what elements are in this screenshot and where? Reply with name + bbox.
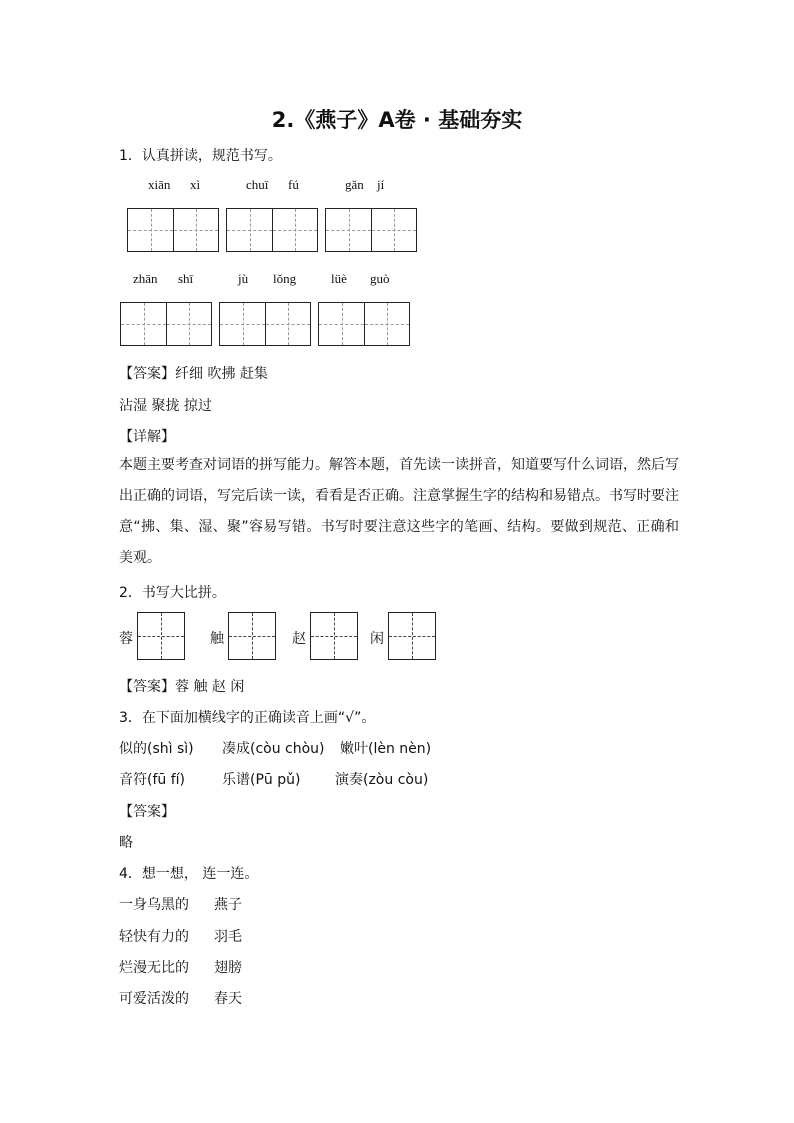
pinyin: jù	[238, 271, 249, 286]
q3-item: 音符(fū fí)	[119, 772, 185, 788]
pinyin: chuī	[246, 177, 269, 192]
pinyin: gǎn	[345, 177, 364, 192]
q3-item: 凑成(còu chòu)	[222, 741, 325, 757]
tian-char: 触	[210, 631, 224, 647]
writing-grid[interactable]	[325, 208, 417, 252]
q4-left-item[interactable]: 烂漫无比的	[119, 960, 189, 976]
page-title: 2.《燕子》A卷 · 基础夯实	[271, 108, 523, 132]
q3-item: 演奏(zòu còu)	[335, 772, 429, 788]
tian-char: 赵	[292, 631, 306, 647]
q3-item: 乐谱(Pū pǔ)	[222, 772, 301, 788]
q2-answer: 【答案】蓉 触 赵 闲	[119, 679, 245, 695]
pinyin: lüè	[331, 271, 347, 286]
pinyin: jí	[377, 177, 385, 192]
q3-answer-label: 【答案】	[119, 804, 175, 820]
pinyin: xì	[190, 177, 201, 192]
pinyin: guò	[370, 271, 390, 286]
writing-grid[interactable]	[127, 208, 219, 252]
q4-right-item[interactable]: 翅膀	[214, 960, 242, 976]
writing-grid[interactable]	[120, 302, 212, 346]
tian-grid[interactable]	[228, 612, 276, 660]
q4-left-item[interactable]: 一身乌黑的	[119, 897, 189, 913]
q4-prompt: 4．想一想， 连一连。	[119, 866, 259, 882]
q1-answer-cont: 沾湿 聚拢 掠过	[119, 398, 212, 414]
q4-left-item[interactable]: 可爱活泼的	[119, 991, 189, 1007]
q4-left-item[interactable]: 轻快有力的	[119, 929, 189, 945]
tian-grid[interactable]	[388, 612, 436, 660]
pinyin: zhān	[133, 271, 158, 286]
writing-grid[interactable]	[226, 208, 318, 252]
q1-answer: 【答案】纤细 吹拂 赶集	[119, 366, 268, 382]
tian-grid[interactable]	[310, 612, 358, 660]
writing-grid[interactable]	[219, 302, 311, 346]
tian-char: 闲	[370, 631, 384, 647]
q1-prompt: 1．认真拼读，规范书写。	[119, 148, 282, 164]
pinyin: lǒng	[273, 271, 297, 286]
q3-item: 似的(shì sì)	[119, 741, 194, 757]
q3-answer: 略	[119, 835, 133, 851]
q1-detail-text: 本题主要考查对词语的拼写能力。解答本题，首先读一读拼音，知道要写什么词语，然后写出正确的词语，写完后读一读，看看是否正确。注意掌握生字的结构和易错点。书写时要注意“拂、集、湿、聚”容易写错。书写时要注意这些字的笔画、结构。要做到规范、正确和美观。	[119, 457, 679, 566]
q4-right-item[interactable]: 羽毛	[214, 929, 242, 945]
pinyin: shī	[178, 271, 194, 286]
q2-prompt: 2．书写大比拼。	[119, 585, 226, 601]
writing-grid[interactable]	[318, 302, 410, 346]
q3-prompt: 3．在下面加横线字的正确读音上画“√”。	[119, 710, 376, 726]
pinyin: fú	[288, 177, 299, 192]
pinyin: xiān	[148, 177, 171, 192]
q1-detail-label: 【详解】	[119, 429, 175, 445]
tian-grid[interactable]	[137, 612, 185, 660]
q3-item: 嫩叶(lèn nèn)	[340, 741, 432, 757]
q4-right-item[interactable]: 春天	[214, 991, 242, 1007]
tian-char: 蓉	[119, 631, 133, 647]
q4-right-item[interactable]: 燕子	[214, 897, 242, 913]
